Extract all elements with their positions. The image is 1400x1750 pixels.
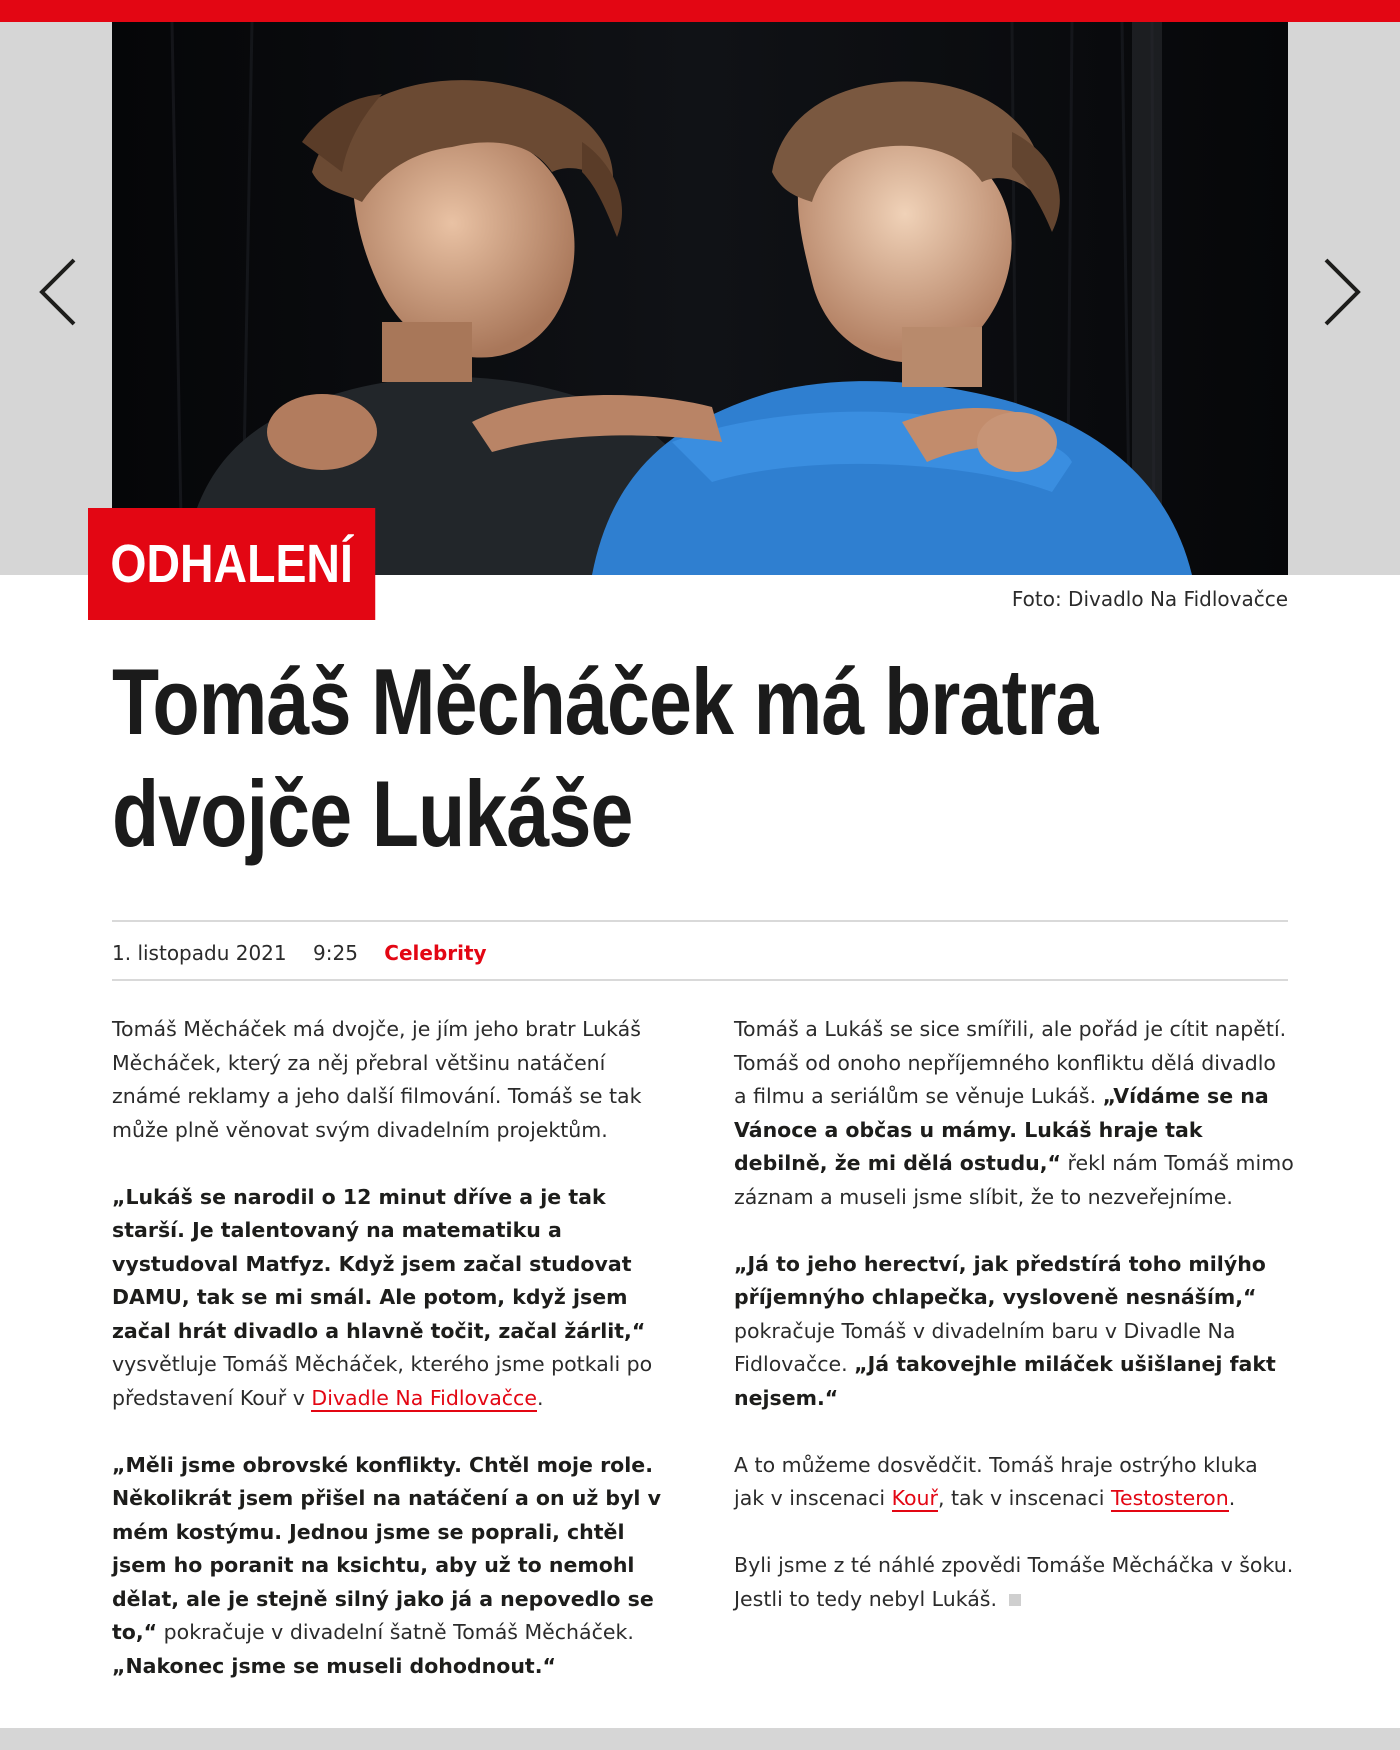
quote: „Nakonec jsme se museli dohodnout.“: [112, 1653, 556, 1678]
paragraph: [112, 1181, 672, 1416]
paragraph-text: Byli jsme z té náhlé zpovědi Tomáše Měcháčka v šoku. Jestli to tedy nebyl Lukáš.: [734, 1553, 1294, 1611]
rubric-badge: ODHALENÍ: [88, 508, 375, 620]
quote: „Měli jsme obrovské konflikty. Chtěl moje role. Několikrát jsem přišel na natáčení a on už byl v mém kostýmu. Jednou jsme se poprali, chtěl jsem ho poranit na ksichtu, aby už to nemohl dělat, ale je stejně silný jako já a nepovedlo se to,“: [112, 1452, 661, 1644]
paragraph-text: .: [536, 1385, 544, 1410]
twins-photo-illustration: [112, 22, 1288, 575]
chevron-left-icon: [28, 252, 88, 332]
paragraph-text: vysvětluje Tomáš Měcháček, kterého jsme potkali po představení Kouř v: [112, 1352, 653, 1410]
gallery-prev-button[interactable]: [28, 252, 88, 332]
paragraph: [734, 1549, 1294, 1616]
gallery-next-button[interactable]: [1312, 252, 1372, 332]
paragraph: [112, 1449, 672, 1684]
top-accent-bar: [0, 0, 1400, 22]
article-headline: [112, 646, 1145, 870]
paragraph-text: pokračuje v divadelní šatně Tomáš Měcháček.: [157, 1620, 634, 1644]
paragraph: [734, 1449, 1294, 1516]
article-column-right: [734, 1013, 1294, 1650]
chevron-right-icon: [1312, 252, 1372, 332]
article-photo[interactable]: [112, 22, 1288, 575]
link-testosteron[interactable]: Testosteron: [1110, 1486, 1229, 1510]
paragraph-text: řekl nám Tomáš mimo záznam a museli jsme slíbit, že to nezveřejníme.: [734, 1151, 1294, 1209]
paragraph-text: A to můžeme dosvědčit. Tomáš hraje ostrýho kluka jak v inscenaci: [734, 1452, 1258, 1510]
article-end-mark: [1009, 1594, 1021, 1606]
link-divadlo-na-fidlovacce[interactable]: Divadle Na Fidlovačce: [311, 1385, 537, 1410]
paragraph-text: .: [1228, 1486, 1236, 1510]
quote: „Vídáme se na Vánoce a občas u mámy. Lukáš hraje tak debilně, že mi dělá ostudu,“: [734, 1084, 1269, 1175]
meta-divider-top: [112, 920, 1288, 922]
headline-line-2: dvojče Lukáše: [112, 761, 633, 866]
quote: „Já takovejhle miláček ušišlanej fakt nejsem.“: [734, 1352, 1276, 1410]
paragraph-text: , tak v inscenaci: [937, 1486, 1111, 1510]
paragraph: [734, 1013, 1294, 1214]
paragraph: [734, 1248, 1294, 1416]
link-kour[interactable]: Kouř: [891, 1486, 938, 1510]
article-column-left: [112, 1013, 672, 1717]
paragraph-text: Tomáš a Lukáš se sice smířili, ale pořád je cítit napětí. Tomáš od onoho nepříjemného konfliktu dělá divadlo a filmu a seriálům se věnuje Lukáš.: [734, 1017, 1287, 1108]
paragraph: Tomáš Měcháček má dvojče, je jím jeho bratr Lukáš Měcháček, který za něj přebral většinu natáčení známé reklamy a jeho další filmování. Tomáš se tak může plně věnovat svým divadelním projektům.: [112, 1017, 642, 1142]
meta-divider-bottom: [112, 979, 1288, 981]
publish-time: 9:25: [313, 941, 358, 965]
article-meta: [112, 938, 507, 968]
category-link[interactable]: Celebrity: [384, 941, 487, 965]
bottom-bar: [0, 1728, 1400, 1750]
photo-credit: Foto: Divadlo Na Fidlovačce: [1011, 587, 1288, 611]
publish-date: 1. listopadu 2021: [112, 941, 287, 965]
quote: „Já to jeho herectví, jak předstírá toho milýho příjemnýho chlapečka, vysloveně nesnáším,“: [734, 1251, 1266, 1309]
paragraph-text: pokračuje Tomáš v divadelním baru v Divadle Na Fidlovačce.: [734, 1318, 1236, 1376]
photo-gallery: [0, 22, 1400, 575]
headline-line-1: Tomáš Měcháček má bratra: [112, 649, 1098, 754]
quote: „Lukáš se narodil o 12 minut dříve a je tak starší. Je talentovaný na matematiku a vystudoval Matfyz. Když jsem začal studovat DAMU, tak se mi smál. Ale potom, když jsem začal hrát divadlo a hlavně točit, začal žárlit,“: [112, 1184, 646, 1343]
